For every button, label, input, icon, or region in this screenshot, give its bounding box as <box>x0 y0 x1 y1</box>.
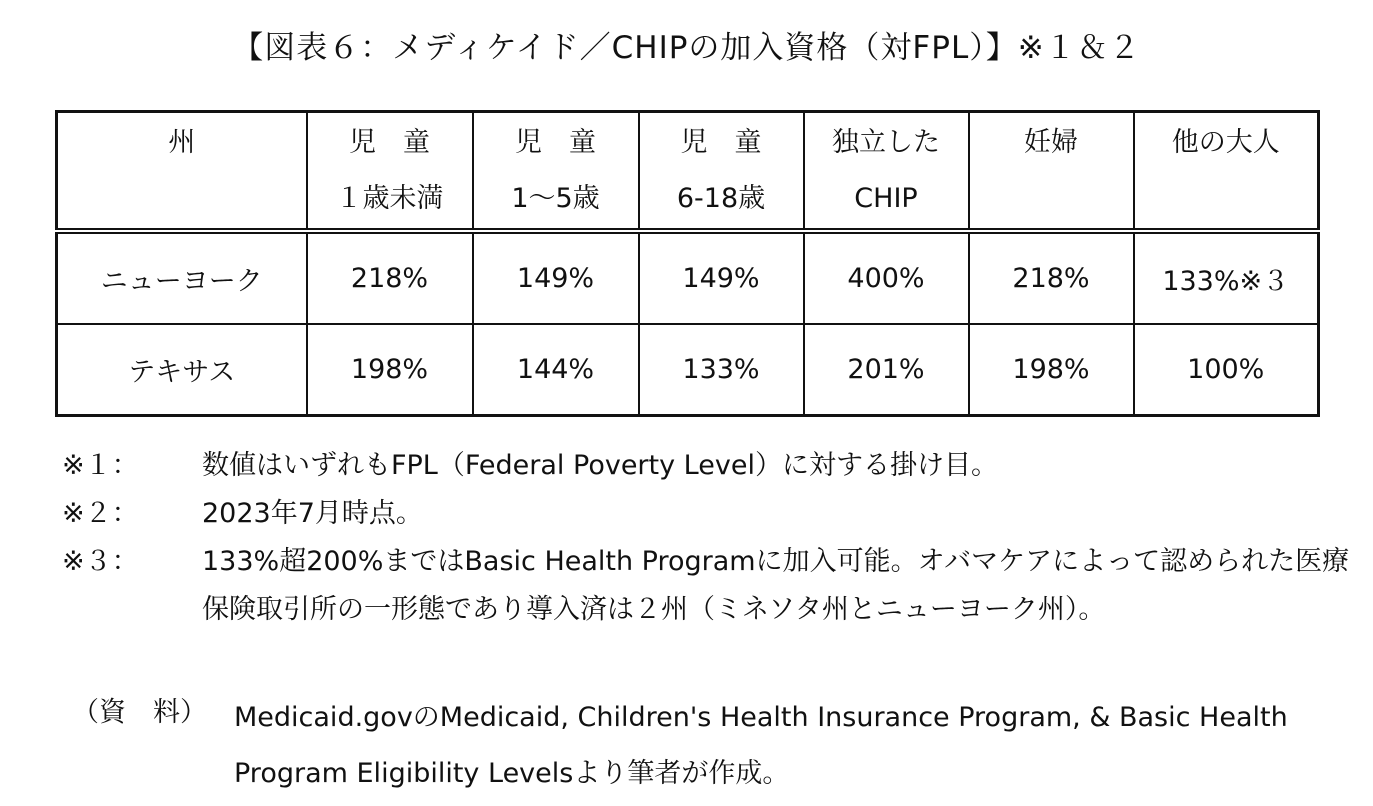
header-cell-child-under1 <box>307 112 473 232</box>
table-cell: 218% <box>307 231 473 324</box>
table-cell: 400% <box>804 231 969 324</box>
header-line: 独立した <box>832 127 940 158</box>
footnote-mark: ※３： <box>62 546 139 577</box>
header-line: 1～5歳 <box>511 183 600 214</box>
header-cell-child-6-18 <box>639 112 804 232</box>
table-cell: テキサス <box>57 324 307 416</box>
table-cell: 133%※３ <box>1134 231 1319 324</box>
header-line: 児 童 <box>515 127 596 158</box>
source-text: Medicaid.govのMedicaid, Children's Health Insurance Program, & Basic Health Program Eligibility Levelsより筆者が作成。 <box>234 702 1288 789</box>
footnote-mark: ※１： <box>62 450 139 481</box>
table-cell: 198% <box>969 324 1134 416</box>
header-line: 児 童 <box>680 127 762 158</box>
table-cell: 100% <box>1134 324 1319 416</box>
header-cell-pregnant <box>969 112 1134 232</box>
page-title: 【図表６：メディケイド／CHIPの加入資格（対FPL）】※１＆２ <box>232 30 1141 66</box>
header-line: 児 童 <box>349 127 430 158</box>
footnote-mark: ※２： <box>62 498 139 529</box>
table-row <box>57 324 1319 416</box>
footnotes <box>62 442 1352 634</box>
table-row <box>57 231 1319 324</box>
header-line: CHIP <box>854 183 918 214</box>
table-cell: 149% <box>639 231 804 324</box>
table-cell: 198% <box>307 324 473 416</box>
header-line: １歳未満 <box>335 183 444 214</box>
footnote-3 <box>62 538 1352 634</box>
header-line: 他の大人 <box>1171 127 1280 158</box>
table-cell: 144% <box>473 324 639 416</box>
header-line: 6-18歳 <box>676 183 766 214</box>
footnote-text: 2023年7月時点。 <box>202 498 423 529</box>
header-cell-state <box>57 112 307 232</box>
footnote-text: 133%超200%まではBasic Health Programに加入可能。オバマケアによって認められた医療保険取引所の一形態であり導入済は２州（ミネソタ州とニューヨーク州）。 <box>202 546 1350 625</box>
header-line: 妊婦 <box>1024 127 1078 158</box>
footnote-2 <box>62 490 1352 538</box>
footnote-text: 数値はいずれもFPL（Federal Poverty Level）に対する掛け目。 <box>202 450 998 481</box>
table-cell: 201% <box>804 324 969 416</box>
source-note <box>72 690 1362 802</box>
table-cell: 218% <box>969 231 1134 324</box>
table-cell: ニューヨーク <box>57 231 307 324</box>
table-cell: 133% <box>639 324 804 416</box>
source-mark: （資 料） <box>72 697 207 728</box>
header-cell-child-1-5 <box>473 112 639 232</box>
table-cell: 149% <box>473 231 639 324</box>
header-cell-separate-chip <box>804 112 969 232</box>
header-line: 州 <box>168 127 196 158</box>
footnote-1 <box>62 442 1352 490</box>
header-cell-other-adults <box>1134 112 1319 232</box>
table-header-row <box>57 112 1319 232</box>
eligibility-table <box>55 110 1320 417</box>
